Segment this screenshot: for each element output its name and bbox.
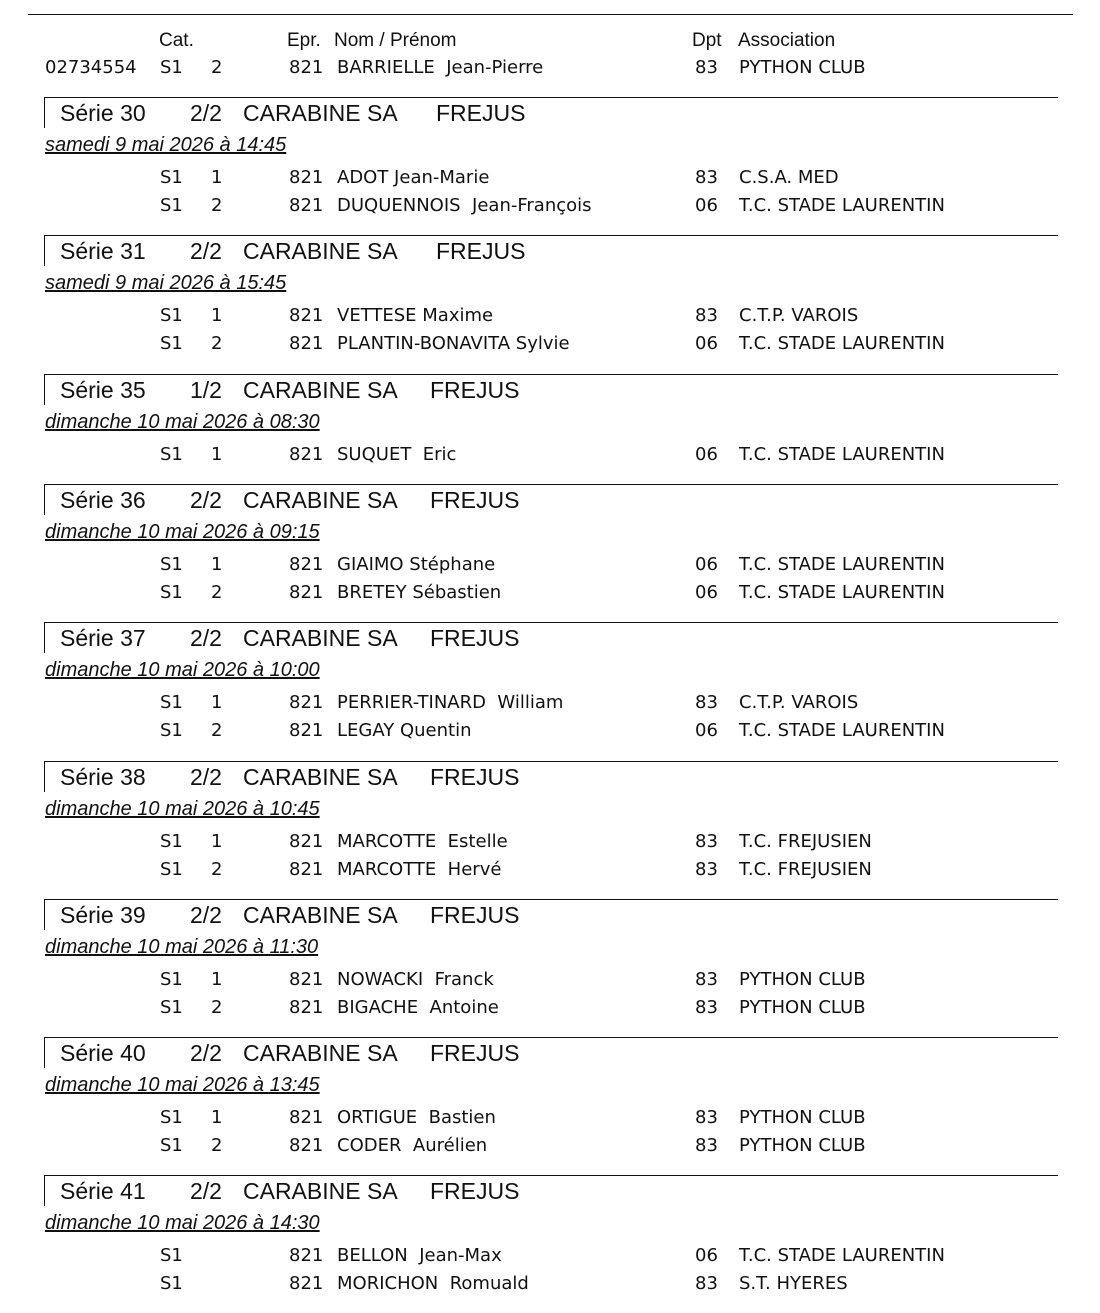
serie-place: FREJUS [430,764,520,790]
serie-date: dimanche 10 mai 2026 à 10:45 [45,798,320,820]
serie-event: CARABINE SA [243,100,398,126]
series-rule [44,761,1058,762]
participant-epr: 821 [289,997,324,1018]
top-rule [28,14,1073,15]
participant-cat: S1 [160,1273,183,1294]
series-rule-tick [44,1175,45,1206]
serie-place: FREJUS [430,902,520,928]
participant-assoc: T.C. FREJUSIEN [739,831,872,852]
serie-number: Série 39 [60,902,146,928]
participant-epr: 821 [289,831,324,852]
participant-dpt: 83 [695,167,718,188]
participant-name: GIAIMO Stéphane [337,554,496,575]
participant-epr: 821 [289,1135,324,1156]
first-row-pos: 2 [211,57,223,78]
participant-name: CODER Aurélien [337,1135,488,1156]
header-association: Association [738,30,836,51]
participant-epr: 821 [289,859,324,880]
series-rule-tick [44,484,45,515]
serie-event: CARABINE SA [243,377,398,403]
serie-date: dimanche 10 mai 2026 à 10:00 [45,659,320,681]
participant-dpt: 06 [695,444,718,465]
serie-part: 2/2 [190,238,222,264]
serie-number: Série 35 [60,377,146,403]
participant-name: DUQUENNOIS Jean-François [337,195,592,216]
participant-cat: S1 [160,720,183,741]
series-rule-tick [44,761,45,792]
participant-cat: S1 [160,554,183,575]
serie-part: 2/2 [190,487,222,513]
participant-dpt: 83 [695,997,718,1018]
participant-cat: S1 [160,582,183,603]
series-rule [44,484,1058,485]
participant-assoc: PYTHON CLUB [739,997,866,1018]
participant-dpt: 06 [695,333,718,354]
series-rule-tick [44,374,45,405]
participant-cat: S1 [160,195,183,216]
participant-name: BIGACHE Antoine [337,997,499,1018]
participant-assoc: T.C. FREJUSIEN [739,859,872,880]
participant-name: LEGAY Quentin [337,720,472,741]
participant-assoc: T.C. STADE LAURENTIN [739,1245,945,1266]
participant-pos: 1 [211,167,223,188]
participant-epr: 821 [289,195,324,216]
header-dpt: Dpt [692,30,722,51]
participant-cat: S1 [160,831,183,852]
participant-epr: 821 [289,582,324,603]
participant-assoc: S.T. HYERES [739,1273,848,1294]
participant-name: MARCOTTE Hervé [337,859,502,880]
participant-assoc: T.C. STADE LAURENTIN [739,582,945,603]
serie-number: Série 41 [60,1178,146,1204]
participant-assoc: PYTHON CLUB [739,969,866,990]
serie-event: CARABINE SA [243,764,398,790]
serie-date: samedi 9 mai 2026 à 14:45 [45,134,287,156]
participant-name: VETTESE Maxime [337,305,494,326]
participant-epr: 821 [289,333,324,354]
participant-epr: 821 [289,554,324,575]
participant-name: ORTIGUE Bastien [337,1107,496,1128]
serie-number: Série 36 [60,487,146,513]
serie-event: CARABINE SA [243,902,398,928]
participant-epr: 821 [289,969,324,990]
participant-name: BELLON Jean-Max [337,1245,502,1266]
participant-pos: 2 [211,720,223,741]
participant-assoc: PYTHON CLUB [739,1107,866,1128]
participant-assoc: C.S.A. MED [739,167,839,188]
participant-name: SUQUET Eric [337,444,457,465]
first-row-assoc: PYTHON CLUB [739,57,866,78]
participant-name: MARCOTTE Estelle [337,831,508,852]
serie-place: FREJUS [430,625,520,651]
participant-pos: 2 [211,333,223,354]
serie-number: Série 31 [60,238,146,264]
participant-name: ADOT Jean-Marie [337,167,490,188]
serie-date: dimanche 10 mai 2026 à 13:45 [45,1074,320,1096]
participant-cat: S1 [160,444,183,465]
serie-event: CARABINE SA [243,1040,398,1066]
participant-epr: 821 [289,720,324,741]
header-epr: Epr. [287,30,321,51]
participant-epr: 821 [289,1245,324,1266]
series-rule [44,374,1058,375]
participant-name: MORICHON Romuald [337,1273,529,1294]
participant-dpt: 06 [695,195,718,216]
series-rule [44,622,1058,623]
serie-place: FREJUS [430,377,520,403]
participant-assoc: T.C. STADE LAURENTIN [739,554,945,575]
first-row-dpt: 83 [695,57,718,78]
series-rule [44,235,1058,236]
serie-part: 2/2 [190,1178,222,1204]
participant-name: NOWACKI Franck [337,969,494,990]
serie-place: FREJUS [430,1178,520,1204]
participant-pos: 1 [211,969,223,990]
series-rule [44,97,1058,98]
participant-epr: 821 [289,1107,324,1128]
participant-assoc: T.C. STADE LAURENTIN [739,333,945,354]
participant-epr: 821 [289,692,324,713]
participant-name: BRETEY Sébastien [337,582,502,603]
participant-dpt: 83 [695,831,718,852]
series-rule-tick [44,235,45,266]
participant-cat: S1 [160,1135,183,1156]
participant-pos: 1 [211,444,223,465]
participant-pos: 2 [211,195,223,216]
serie-number: Série 30 [60,100,146,126]
serie-date: dimanche 10 mai 2026 à 09:15 [45,521,320,543]
participant-name: PLANTIN-BONAVITA Sylvie [337,333,570,354]
first-row-cat: S1 [160,57,183,78]
serie-number: Série 37 [60,625,146,651]
serie-part: 1/2 [190,377,222,403]
participant-assoc: T.C. STADE LAURENTIN [739,195,945,216]
participant-dpt: 06 [695,582,718,603]
participant-dpt: 83 [695,1135,718,1156]
serie-date: dimanche 10 mai 2026 à 08:30 [45,411,320,433]
participant-pos: 2 [211,997,223,1018]
participant-dpt: 83 [695,969,718,990]
first-row-epr: 821 [289,57,324,78]
serie-part: 2/2 [190,625,222,651]
serie-place: FREJUS [430,1040,520,1066]
series-rule-tick [44,622,45,653]
series-rule [44,1175,1058,1176]
participant-pos: 1 [211,831,223,852]
participant-assoc: T.C. STADE LAURENTIN [739,444,945,465]
participant-assoc: PYTHON CLUB [739,1135,866,1156]
serie-part: 2/2 [190,100,222,126]
participant-assoc: C.T.P. VAROIS [739,692,859,713]
participant-pos: 1 [211,1107,223,1128]
participant-dpt: 83 [695,859,718,880]
serie-number: Série 38 [60,764,146,790]
first-row-name: BARRIELLE Jean-Pierre [337,57,544,78]
serie-part: 2/2 [190,902,222,928]
serie-place: FREJUS [430,487,520,513]
participant-dpt: 83 [695,692,718,713]
header-cat: Cat. [159,30,194,51]
serie-event: CARABINE SA [243,487,398,513]
series-rule-tick [44,97,45,128]
participant-epr: 821 [289,1273,324,1294]
series-rule [44,899,1058,900]
participant-pos: 2 [211,582,223,603]
serie-date: dimanche 10 mai 2026 à 14:30 [45,1212,320,1234]
participant-pos: 1 [211,692,223,713]
serie-place: FREJUS [436,238,526,264]
participant-assoc: C.T.P. VAROIS [739,305,859,326]
participant-cat: S1 [160,859,183,880]
participant-dpt: 06 [695,1245,718,1266]
serie-part: 2/2 [190,764,222,790]
participant-dpt: 83 [695,1107,718,1128]
participant-assoc: T.C. STADE LAURENTIN [739,720,945,741]
participant-cat: S1 [160,333,183,354]
participant-dpt: 06 [695,720,718,741]
serie-event: CARABINE SA [243,1178,398,1204]
participant-dpt: 83 [695,1273,718,1294]
participant-pos: 1 [211,554,223,575]
serie-event: CARABINE SA [243,238,398,264]
serie-place: FREJUS [436,100,526,126]
serie-event: CARABINE SA [243,625,398,651]
participant-dpt: 06 [695,554,718,575]
series-rule-tick [44,1037,45,1068]
serie-number: Série 40 [60,1040,146,1066]
participant-epr: 821 [289,444,324,465]
participant-epr: 821 [289,167,324,188]
serie-date: samedi 9 mai 2026 à 15:45 [45,272,287,294]
participant-cat: S1 [160,997,183,1018]
participant-pos: 1 [211,305,223,326]
series-rule [44,1037,1058,1038]
participant-epr: 821 [289,305,324,326]
participant-cat: S1 [160,167,183,188]
participant-cat: S1 [160,305,183,326]
participant-name: PERRIER-TINARD William [337,692,564,713]
serie-part: 2/2 [190,1040,222,1066]
participant-cat: S1 [160,1107,183,1128]
series-rule-tick [44,899,45,930]
header-nom: Nom / Prénom [334,30,457,51]
participant-pos: 2 [211,1135,223,1156]
participant-cat: S1 [160,692,183,713]
participant-pos: 2 [211,859,223,880]
first-row-id: 02734554 [45,57,137,78]
participant-dpt: 83 [695,305,718,326]
participant-cat: S1 [160,969,183,990]
serie-date: dimanche 10 mai 2026 à 11:30 [45,936,319,958]
participant-cat: S1 [160,1245,183,1266]
